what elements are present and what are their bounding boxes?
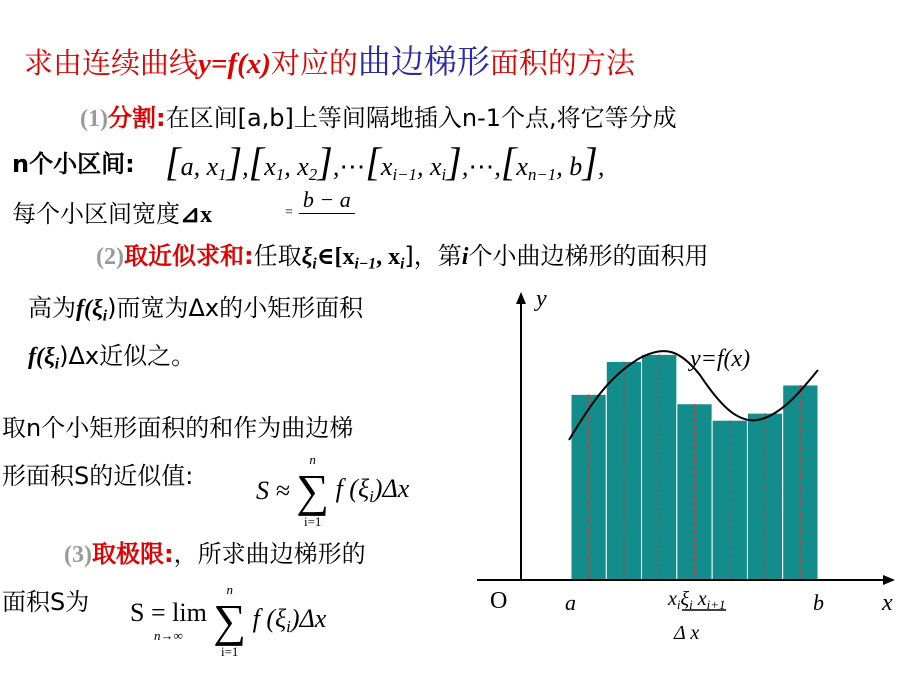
step2-sub-im1: i−1 — [354, 255, 377, 273]
intervals-label: n个小区间: — [12, 150, 135, 178]
int1-bsub: 1 — [218, 165, 227, 185]
title-curve: y=f(x) — [198, 48, 271, 80]
step2-number: (2) — [96, 244, 124, 270]
title-highlight: 曲边梯形 — [357, 42, 490, 81]
xi-labels — [668, 588, 726, 613]
step1-label: 分割: — [107, 104, 166, 132]
step2-text2: ∈[x — [316, 244, 355, 270]
step2-line3a: f(ξ — [28, 344, 55, 370]
dots-2: ⋯ — [468, 152, 495, 181]
step3-number: (3) — [64, 542, 92, 568]
width-eq: = — [285, 205, 293, 220]
step3-line2: 面积S为 — [2, 588, 90, 616]
origin-label: O — [490, 588, 508, 614]
int3-bsub: i — [441, 165, 447, 185]
b-label: b — [813, 590, 824, 615]
y-axis-arrow — [516, 292, 526, 304]
sigma-2: ∑ — [213, 595, 247, 646]
step2-text5: 个小曲边梯形的面积用 — [468, 242, 709, 270]
x-axis-label: x — [882, 590, 893, 616]
int2-a: x — [264, 152, 276, 181]
dots-1: ⋯ — [339, 152, 366, 181]
limit-sub: n→∞ — [154, 628, 183, 643]
int3-b: x — [429, 152, 442, 181]
int3-asub: i−1 — [392, 165, 417, 185]
xi1-label: x — [697, 588, 707, 610]
step2-line3-sub: i — [54, 355, 60, 373]
xi-label: x — [668, 588, 677, 610]
step2-i: i — [461, 244, 469, 270]
step3-label: 取极限: — [91, 540, 174, 568]
curve-label: y=f(x) — [690, 346, 751, 372]
step2-text1: 任取 — [253, 242, 302, 270]
step2-line2c: )而宽为Δx的小矩形面积 — [107, 294, 364, 322]
limit-sum-bot: i=1 — [220, 644, 239, 659]
int4-a: x — [516, 152, 528, 181]
width-label: 每个小区间宽度 — [12, 200, 180, 228]
sum-body-sub: i — [369, 487, 374, 507]
width-frac-num: b − a — [299, 187, 355, 214]
step2-label: 取近似求和: — [123, 242, 254, 270]
int4-b: b — [569, 152, 583, 181]
step2-xi-sub: i — [312, 255, 317, 273]
limit-body2: )Δx — [290, 604, 327, 634]
step2-text4: ]，第 — [404, 242, 462, 270]
int2-asub: 1 — [275, 165, 285, 185]
title-part1: 求由连续曲线 — [24, 46, 199, 80]
limit-lhs: S = lim — [130, 598, 207, 627]
step2-text3: , x — [376, 244, 401, 270]
step2-line2a: 高为 — [28, 294, 76, 322]
sum-body2: )Δx — [373, 474, 410, 504]
step2-line2b: f(ξ — [76, 296, 103, 322]
step2-line3b: )Δx近似之。 — [59, 342, 196, 370]
xi-greek-sub: i — [689, 596, 693, 612]
limit-sum-top: n — [226, 582, 233, 597]
int2-b: x — [297, 152, 309, 181]
xi-sub: i — [676, 596, 681, 612]
sigma-1: ∑ — [296, 465, 330, 516]
sum-text-1: 取n个小矩形面积的和作为曲边梯 — [2, 414, 354, 442]
int3-a: x — [380, 152, 393, 181]
sum-body: f (ξ — [335, 474, 370, 504]
limit-body: f (ξ — [252, 604, 287, 634]
x-axis-arrow — [883, 575, 895, 585]
intervals-formula: [a, $x_1],[x_1$, $x_2],\cdots[x_{i-1}$, $x_i],\cdots,[x_{n-1}$, b], — [165, 139, 605, 185]
int4-asub: n−1 — [527, 165, 557, 185]
step2-sub-i: i — [400, 255, 405, 273]
delta-x-label: Δ x — [674, 622, 700, 644]
step1-text: 在区间[a,b]上等间隔地插入n-1个点,将它等分成 — [165, 104, 677, 132]
y-axis-label: y — [536, 286, 547, 312]
int1-a: a — [180, 152, 194, 181]
sum-top: n — [309, 452, 316, 467]
sum-bot: i=1 — [303, 514, 322, 529]
int2-bsub: 2 — [308, 165, 318, 185]
sum-lhs: S ≈ — [256, 476, 290, 505]
xi1-sub: i+1 — [706, 596, 726, 612]
step3-text: ，所求曲边梯形的 — [173, 540, 366, 568]
step2-xi: ξ — [301, 244, 313, 270]
limit-body-sub: i — [286, 617, 291, 637]
title-part3: 面积的方法 — [489, 46, 635, 80]
sum-text-2: 形面积S的近似值: — [2, 462, 194, 490]
step1-number: (1) — [80, 106, 108, 132]
xi-greek: ξ — [680, 588, 690, 610]
int1-b: x — [206, 152, 219, 181]
title-part2: 对应的 — [270, 46, 358, 80]
step2-line2-sub: i — [102, 307, 108, 325]
a-label: a — [565, 590, 576, 615]
delta-x-symbol: ⊿x — [180, 202, 213, 228]
